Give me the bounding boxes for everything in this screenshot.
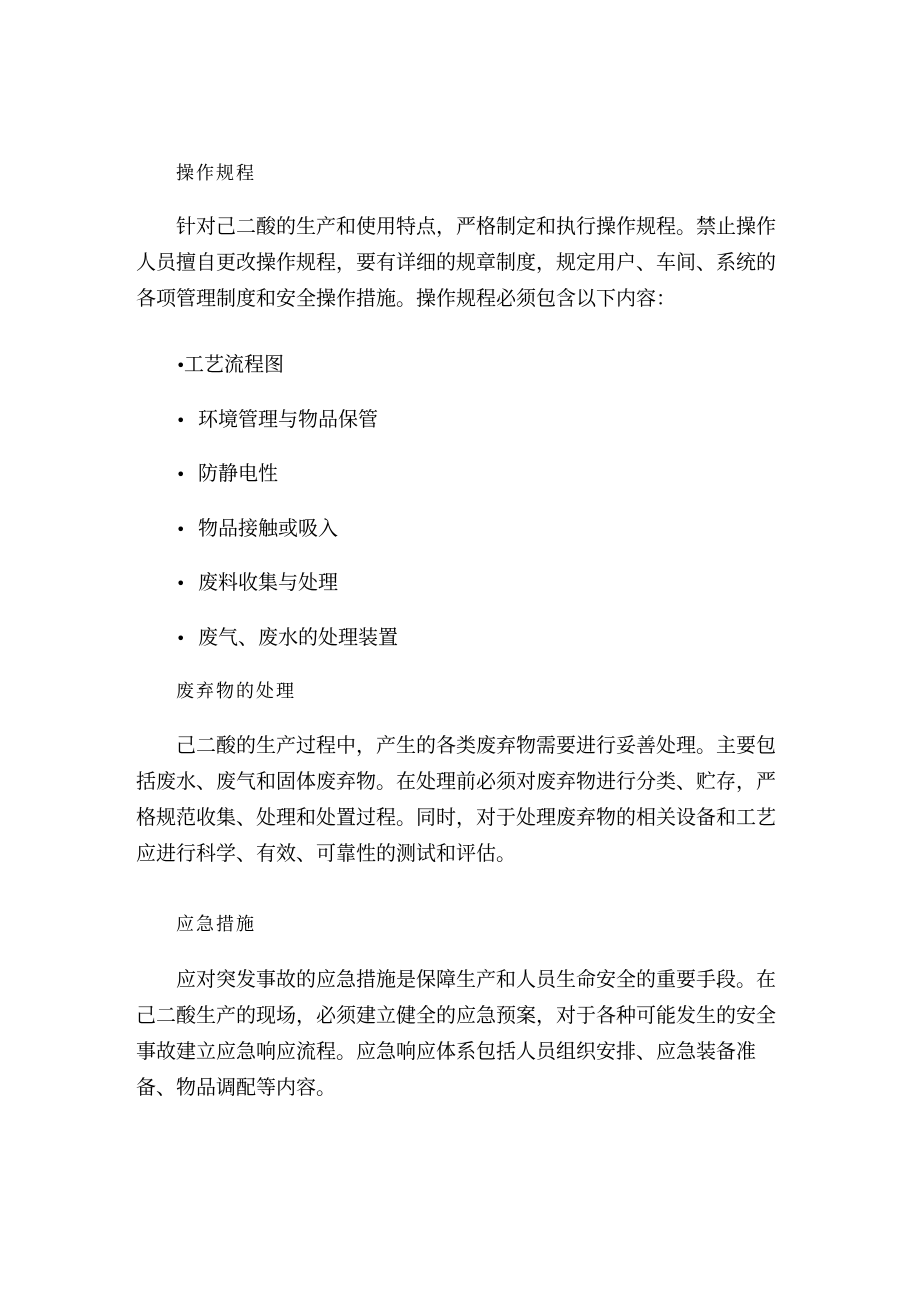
list-item-label: 废气、废水的处理装置	[198, 625, 398, 649]
paragraph-line: 人员擅自更改操作规程，要有详细的规章制度，规定用户、车间、系统的	[136, 250, 776, 274]
paragraph-line: 括废水、废气和固体废弃物。在处理前必须对废弃物进行分类、贮存，严	[136, 769, 776, 793]
section-heading-waste-disposal: 废弃物的处理	[176, 681, 296, 702]
bullet-icon: •	[176, 411, 186, 430]
bullet-icon: •	[176, 629, 186, 648]
section-paragraph-operating-rules	[136, 208, 786, 316]
list-item-label: 废料收集与处理	[198, 570, 338, 594]
list-item	[176, 568, 338, 598]
paragraph-line: 各项管理制度和安全操作措施。操作规程必须包含以下内容：	[136, 286, 676, 310]
bullet-icon: •	[176, 465, 186, 484]
section-heading-emergency-measures: 应急措施	[176, 914, 256, 935]
list-item-label: 防静电性	[198, 461, 278, 485]
list-item	[176, 459, 278, 489]
paragraph-line: 己二酸的生产过程中，产生的各类废弃物需要进行妥善处理。主要包	[176, 733, 776, 757]
paragraph-line: 事故建立应急响应流程。应急响应体系包括人员组织安排、应急装备准	[136, 1039, 756, 1063]
bullet-icon: •	[176, 356, 186, 375]
list-item	[176, 350, 284, 380]
list-item	[176, 405, 378, 435]
paragraph-line: 格规范收集、处理和处置过程。同时，对于处理废弃物的相关设备和工艺	[136, 805, 776, 829]
paragraph-line: 应进行科学、有效、可靠性的测试和评估。	[136, 841, 516, 865]
paragraph-line: 针对己二酸的生产和使用特点，严格制定和执行操作规程。禁止操作	[176, 214, 776, 238]
section-paragraph-emergency-measures	[136, 961, 786, 1105]
paragraph-line: 应对突发事故的应急措施是保障生产和人员生命安全的重要手段。在	[176, 967, 776, 991]
section-heading-operating-rules: 操作规程	[176, 163, 256, 184]
section-paragraph-waste-disposal	[136, 727, 786, 871]
list-item	[176, 623, 398, 653]
list-item-label: 环境管理与物品保管	[198, 407, 378, 431]
bullet-icon: •	[176, 574, 186, 593]
list-item	[176, 514, 338, 544]
paragraph-line: 己二酸生产的现场，必须建立健全的应急预案，对于各种可能发生的安全	[136, 1003, 776, 1027]
paragraph-line: 备、物品调配等内容。	[136, 1075, 336, 1099]
list-item-label: 物品接触或吸入	[198, 516, 338, 540]
bullet-icon: •	[176, 520, 186, 539]
list-item-label: 工艺流程图	[184, 352, 284, 376]
